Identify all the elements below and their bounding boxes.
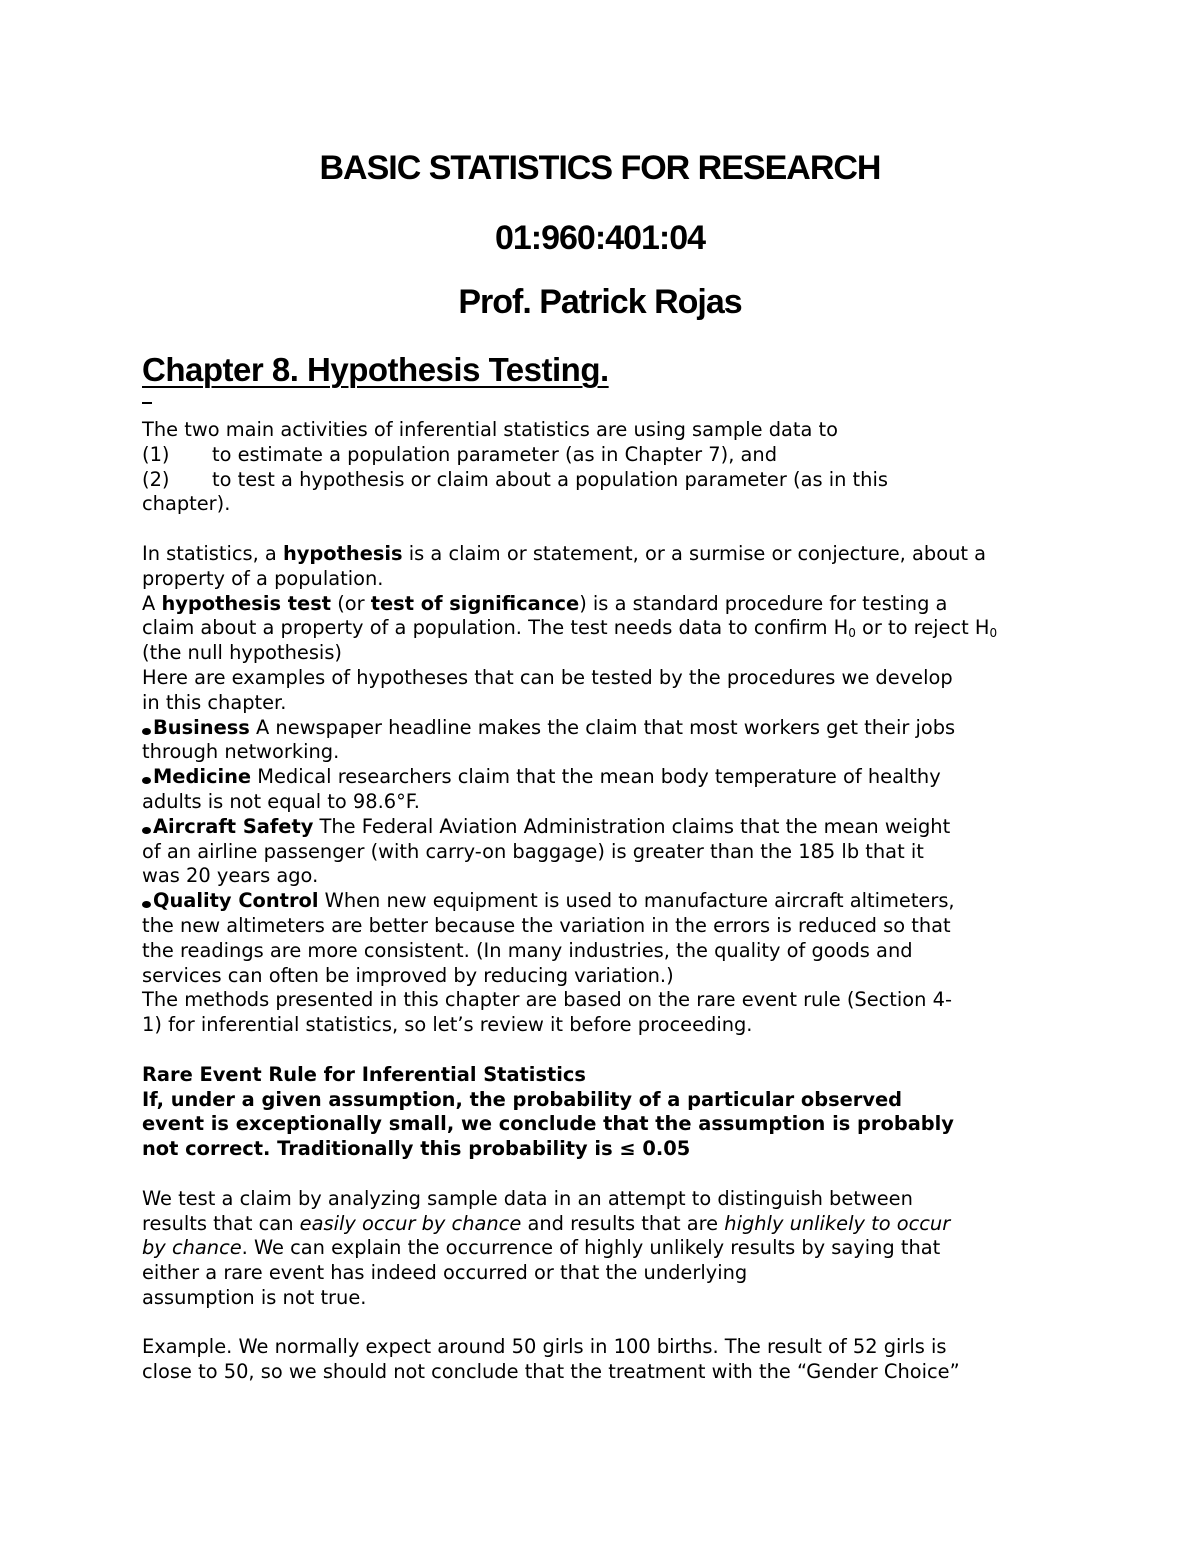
claim-line: by chance. We can explain the occurrence of highly unlikely results by saying that — [142, 1236, 941, 1260]
course-title: BASIC STATISTICS FOR RESEARCH — [319, 149, 881, 187]
claim-line: assumption is not true. — [142, 1285, 367, 1309]
hypothesis-definition-cont: property of a population. — [142, 566, 384, 590]
example-quality-control: Quality Control When new equipment is used to manufacture aircraft altimeters, — [142, 889, 1062, 914]
intro-line: The two main activities of inferential statistics are using sample data to — [142, 418, 839, 441]
confirm-reject-line: claim about a property of a population. The test needs data to confirm $H_0$ or to reject $H_0$ — [142, 616, 998, 641]
term-test-of-significance: test of significance — [370, 591, 580, 615]
list-item: (1) to estimate a population parameter (as in Chapter 7), and — [142, 442, 777, 466]
example-line: of an airline passenger (with carry-on baggage) is greater than the 185 lb that it — [142, 839, 924, 863]
example-aircraft-safety: Aircraft Safety The Federal Aviation Administration claims that the mean weight — [142, 815, 1062, 840]
professor-name: Prof. Patrick Rojas — [458, 283, 742, 321]
methods-line: 1) for inferential statistics, so let’s review it before proceeding. — [142, 1013, 753, 1037]
example-line: services can often be improved by reducing variation.) — [142, 963, 674, 987]
example-paragraph: close to 50, so we should not conclude that the treatment with the “Gender Choice” — [142, 1360, 960, 1384]
example-line: adults is not equal to 98.6°F. — [142, 789, 420, 813]
list-item: (2) to test a hypothesis or claim about a population parameter (as in this — [142, 467, 888, 491]
example-line: the readings are more consistent. (In many industries, the quality of goods and — [142, 938, 913, 962]
list-item-continuation: chapter). — [142, 492, 231, 516]
bullet-icon — [142, 901, 151, 908]
chapter-heading: Chapter 8. Hypothesis Testing. — [142, 351, 609, 388]
term-hypothesis: hypothesis — [282, 541, 403, 565]
null-hypothesis-line: (the null hypothesis) — [142, 641, 342, 665]
examples-intro: Here are examples of hypotheses that can be tested by the procedures we develop — [142, 665, 953, 689]
methods-line: The methods presented in this chapter are based on the rare event rule (Section 4- — [142, 988, 952, 1012]
example-business: Business A newspaper headline makes the claim that most workers get their jobs — [142, 716, 1062, 741]
rare-event-heading: Rare Event Rule for Inferential Statistics — [142, 1062, 586, 1086]
rare-event-rule: If, under a given assumption, the probability of a particular observed — [142, 1087, 903, 1111]
rare-event-rule: not correct. Traditionally this probability is ≤ 0.05 — [142, 1137, 691, 1161]
bullet-icon — [142, 728, 151, 735]
example-medicine: Medicine Medical researchers claim that the mean body temperature of healthy — [142, 765, 1062, 790]
hypothesis-definition: In statistics, a hypothesis is a claim or statement, or a surmise or conjecture, about a — [142, 541, 987, 565]
example-paragraph: Example. We normally expect around 50 girls in 100 births. The result of 52 girls is — [142, 1335, 947, 1359]
example-line: the new altimeters are better because the variation in the errors is reduced so that — [142, 913, 951, 937]
term-hypothesis-test: hypothesis test — [161, 591, 332, 615]
document-body — [142, 418, 1062, 1385]
bullet-icon — [142, 777, 151, 784]
claim-line: either a rare event has indeed occurred or that the underlying — [142, 1261, 748, 1285]
bullet-icon — [142, 827, 151, 834]
underline-mark — [142, 402, 152, 404]
rare-event-rule: event is exceptionally small, we conclude that the assumption is probably — [142, 1112, 954, 1136]
example-line: through networking. — [142, 740, 340, 764]
hypothesis-test-definition: A hypothesis test (or test of significance) is a standard procedure for testing a — [142, 591, 948, 615]
claim-line: results that can easily occur by chance and results that are highly unlikely to occur — [142, 1211, 951, 1235]
course-code: 01:960:401:04 — [494, 219, 706, 257]
examples-intro-cont: in this chapter. — [142, 690, 287, 714]
claim-line: We test a claim by analyzing sample data in an attempt to distinguish between — [142, 1186, 913, 1210]
example-line: was 20 years ago. — [142, 864, 319, 888]
